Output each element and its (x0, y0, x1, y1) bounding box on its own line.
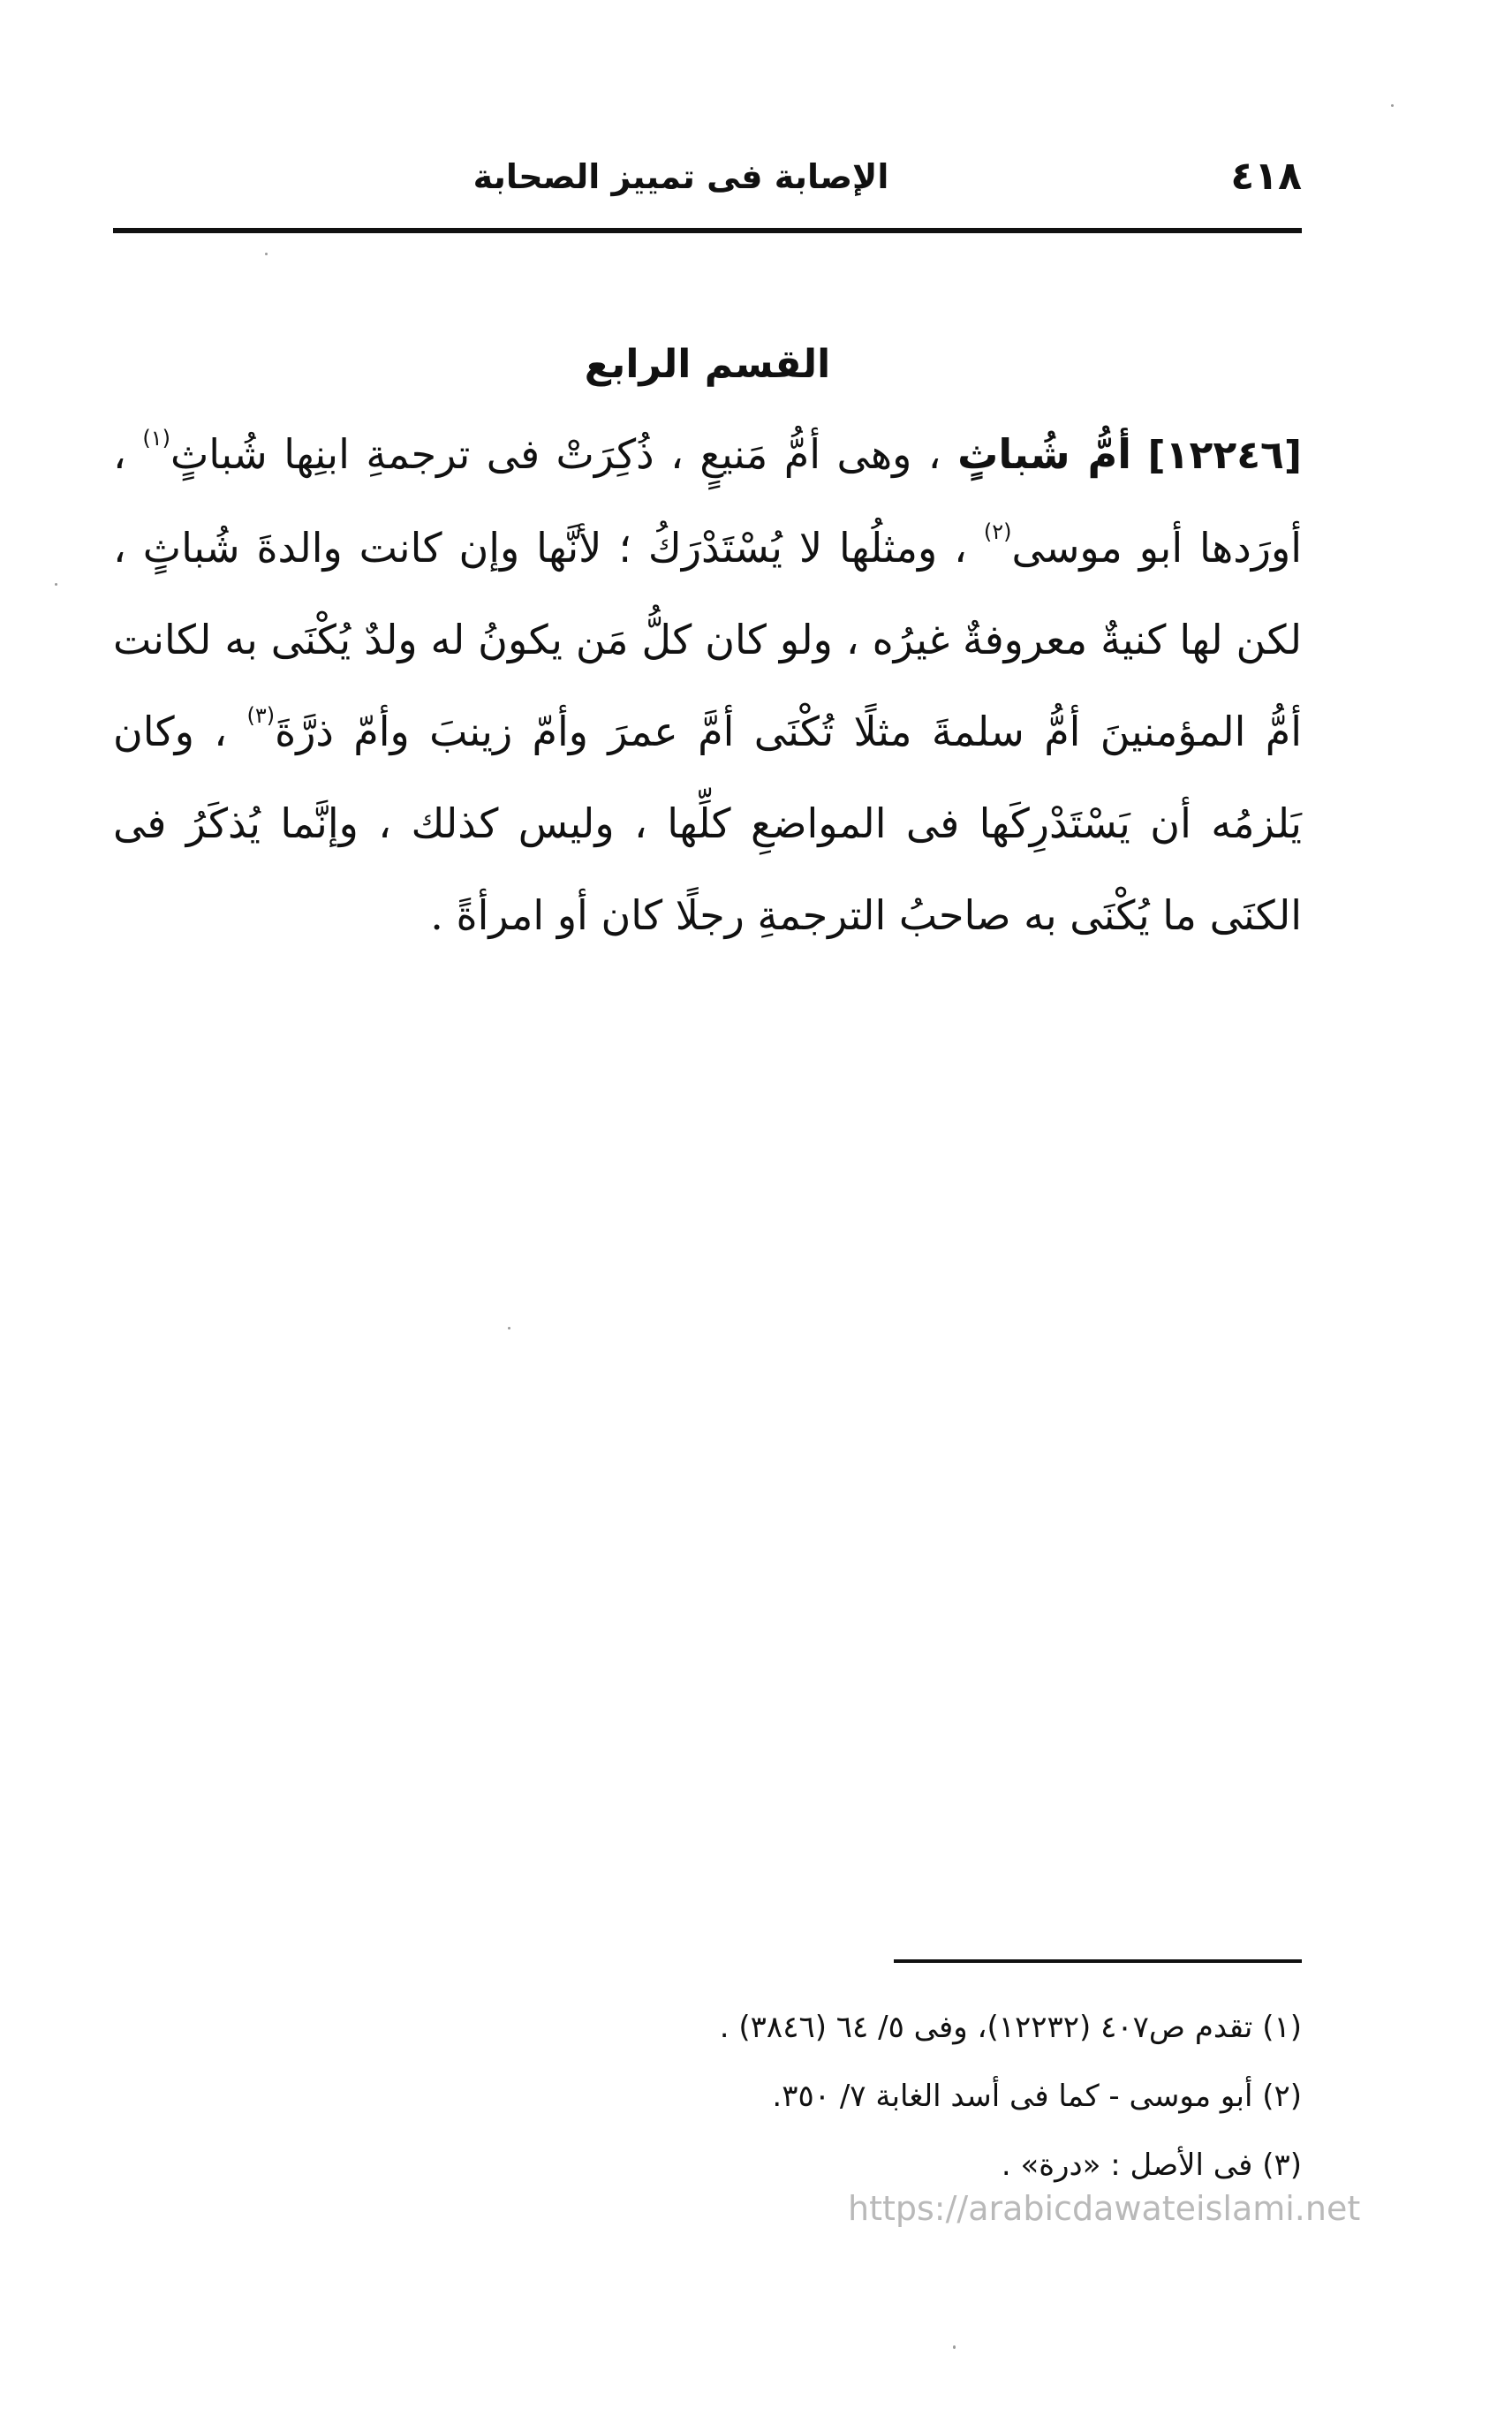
footnotes-list (113, 1993, 1302, 2200)
book-title: الإصابة فى تمييز الصحابة (472, 157, 889, 196)
running-header (113, 150, 1302, 212)
scan-speck (508, 1327, 510, 1329)
scan-speck (265, 253, 268, 255)
entry-text-part-2: ، أورَدها أبو موسى (113, 430, 1302, 572)
section-heading: القسم الرابع (584, 342, 831, 387)
entry-name: أمُّ شُباثٍ (957, 430, 1132, 478)
watermark-url: https://arabicdawateislami.net (848, 2189, 1361, 2228)
footnote-2: (٢) أبو موسى - كما فى أسد الغابة ٧/ ٣٥٠. (772, 2079, 1302, 2114)
entry-text-part-3: ، ومثلُها لا يُسْتَدْرَكُ ؛ لأنَّها وإن كانت والدةَ شُباثٍ ، لكن لها كنيةٌ معروفةٌ غيرُه ، ولو كان كلُّ مَن يكونُ له ولدٌ يُكْنَى به لكانت أمُّ المؤمنينَ أمُّ سلمةَ مثلًا تُكْنَى أمَّ عمرَ وأمّ زينبَ وأمّ ذرَّةَ (113, 524, 1302, 755)
entry-number: [١٢٢٤٦] (1147, 433, 1303, 478)
scan-speck (1391, 104, 1394, 107)
footnote-3: (٣) فى الأصل : «درة» . (1001, 2148, 1302, 2183)
scan-speck (55, 583, 57, 586)
page-number: ٤١٨ (1230, 154, 1302, 199)
footnote-ref-3[interactable]: (٣) (246, 703, 276, 728)
footnote-ref-2[interactable]: (٢) (983, 519, 1012, 544)
header-rule (113, 228, 1302, 233)
footnote-rule (894, 1959, 1302, 1963)
entry-paragraph (113, 408, 1302, 961)
entry-text-part-4: ، وكان يَلزمُه أن يَسْتَدْرِكَها فى المواضعِ كلِّها ، وليس كذلك ، وإنَّما يُذكَرُ فى الكنَى ما يُكْنَى به صاحبُ الترجمةِ رجلًا كان أو امرأةً . (113, 708, 1302, 939)
footnote-ref-1[interactable]: (١) (142, 426, 170, 451)
entry-text-part-1: ، وهى أمُّ مَنيعٍ ، ذُكِرَتْ فى ترجمةِ ابنِها شُباثٍ (170, 430, 941, 478)
footnote-1: (١) تقدم ص٤٠٧ (١٢٢٣٢)، وفى ٥/ ٦٤ (٣٨٤٦) . (719, 2010, 1302, 2045)
scan-speck (953, 2345, 956, 2349)
